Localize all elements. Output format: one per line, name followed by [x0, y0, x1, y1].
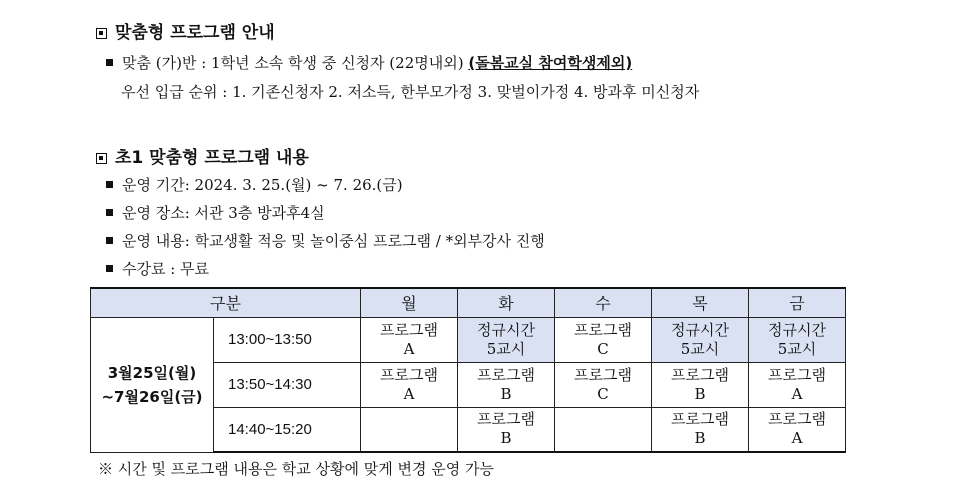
- section1-line1: [106, 52, 632, 73]
- regular-class-cell: 정규시간 5교시: [652, 317, 749, 362]
- section2-item-text: 운영 기간: 2024. 3. 25.(월) ~ 7. 26.(금): [122, 176, 403, 194]
- table-note: ※ 시간 및 프로그램 내용은 학교 상황에 맞게 변경 운영 가능: [98, 460, 494, 478]
- program-cell: 프로그램 B: [458, 362, 555, 407]
- regular-class-cell: 정규시간 5교시: [458, 317, 555, 362]
- time-cell: 14:40~15:20: [214, 407, 361, 452]
- program-cell: 프로그램 B: [652, 407, 749, 452]
- bullet-icon: [106, 181, 113, 188]
- section2-item: [106, 230, 545, 251]
- header-mon: 월: [361, 288, 458, 317]
- table-header-row: [91, 288, 846, 317]
- program-cell: 프로그램 A: [749, 362, 846, 407]
- bullet-icon: [106, 265, 113, 272]
- empty-cell: [361, 407, 458, 452]
- boxed-square-icon: [96, 153, 107, 164]
- schedule-table: [90, 287, 846, 453]
- regular-class-cell: 정규시간 5교시: [749, 317, 846, 362]
- section2-item-text: 운영 장소: 서관 3층 방과후4실: [122, 204, 325, 222]
- header-category: 구분: [91, 288, 361, 317]
- section1-line2: 우선 입급 순위 : 1. 기존신청자 2. 저소득, 한부모가정 3. 맞벌이가정 4. 방과후 미신청자: [121, 83, 700, 101]
- section2-item-text: 운영 내용: 학교생활 적응 및 놀이중심 프로그램 / *외부강사 진행: [122, 232, 545, 250]
- header-tue: 화: [458, 288, 555, 317]
- program-cell: 프로그램 C: [555, 317, 652, 362]
- time-cell: 13:00~13:50: [214, 317, 361, 362]
- table-row: [91, 317, 846, 362]
- header-wed: 수: [555, 288, 652, 317]
- period-end: ~7월26일(금): [101, 387, 203, 406]
- program-cell: 프로그램 C: [555, 362, 652, 407]
- bullet-icon: [106, 237, 113, 244]
- section2-item-text: 수강료 : 무료: [122, 260, 210, 278]
- section2-item: [106, 174, 403, 195]
- section2-item: [106, 202, 325, 223]
- bullet-icon: [106, 59, 113, 66]
- program-cell: 프로그램 B: [652, 362, 749, 407]
- section2-heading: [96, 143, 309, 168]
- empty-cell: [555, 407, 652, 452]
- header-thu: 목: [652, 288, 749, 317]
- section1-heading: [96, 18, 275, 43]
- header-fri: 금: [749, 288, 846, 317]
- period-start: 3월25일(월): [107, 363, 197, 382]
- time-cell: 13:50~14:30: [214, 362, 361, 407]
- section2-title: 초1 맞춤형 프로그램 내용: [115, 148, 309, 168]
- program-cell: 프로그램 A: [361, 317, 458, 362]
- period-cell: [91, 317, 214, 452]
- boxed-square-icon: [96, 28, 107, 39]
- program-cell: 프로그램 A: [749, 407, 846, 452]
- section1-title: 맞춤형 프로그램 안내: [115, 23, 275, 43]
- program-cell: 프로그램 B: [458, 407, 555, 452]
- section1-line1-emphasis: (돌봄교실 참여학생제외): [468, 54, 633, 72]
- section1-line1-text: 맞춤 (가)반 : 1학년 소속 학생 중 신청자 (22명내외): [122, 54, 469, 72]
- bullet-icon: [106, 209, 113, 216]
- section2-item: [106, 258, 209, 279]
- program-cell: 프로그램 A: [361, 362, 458, 407]
